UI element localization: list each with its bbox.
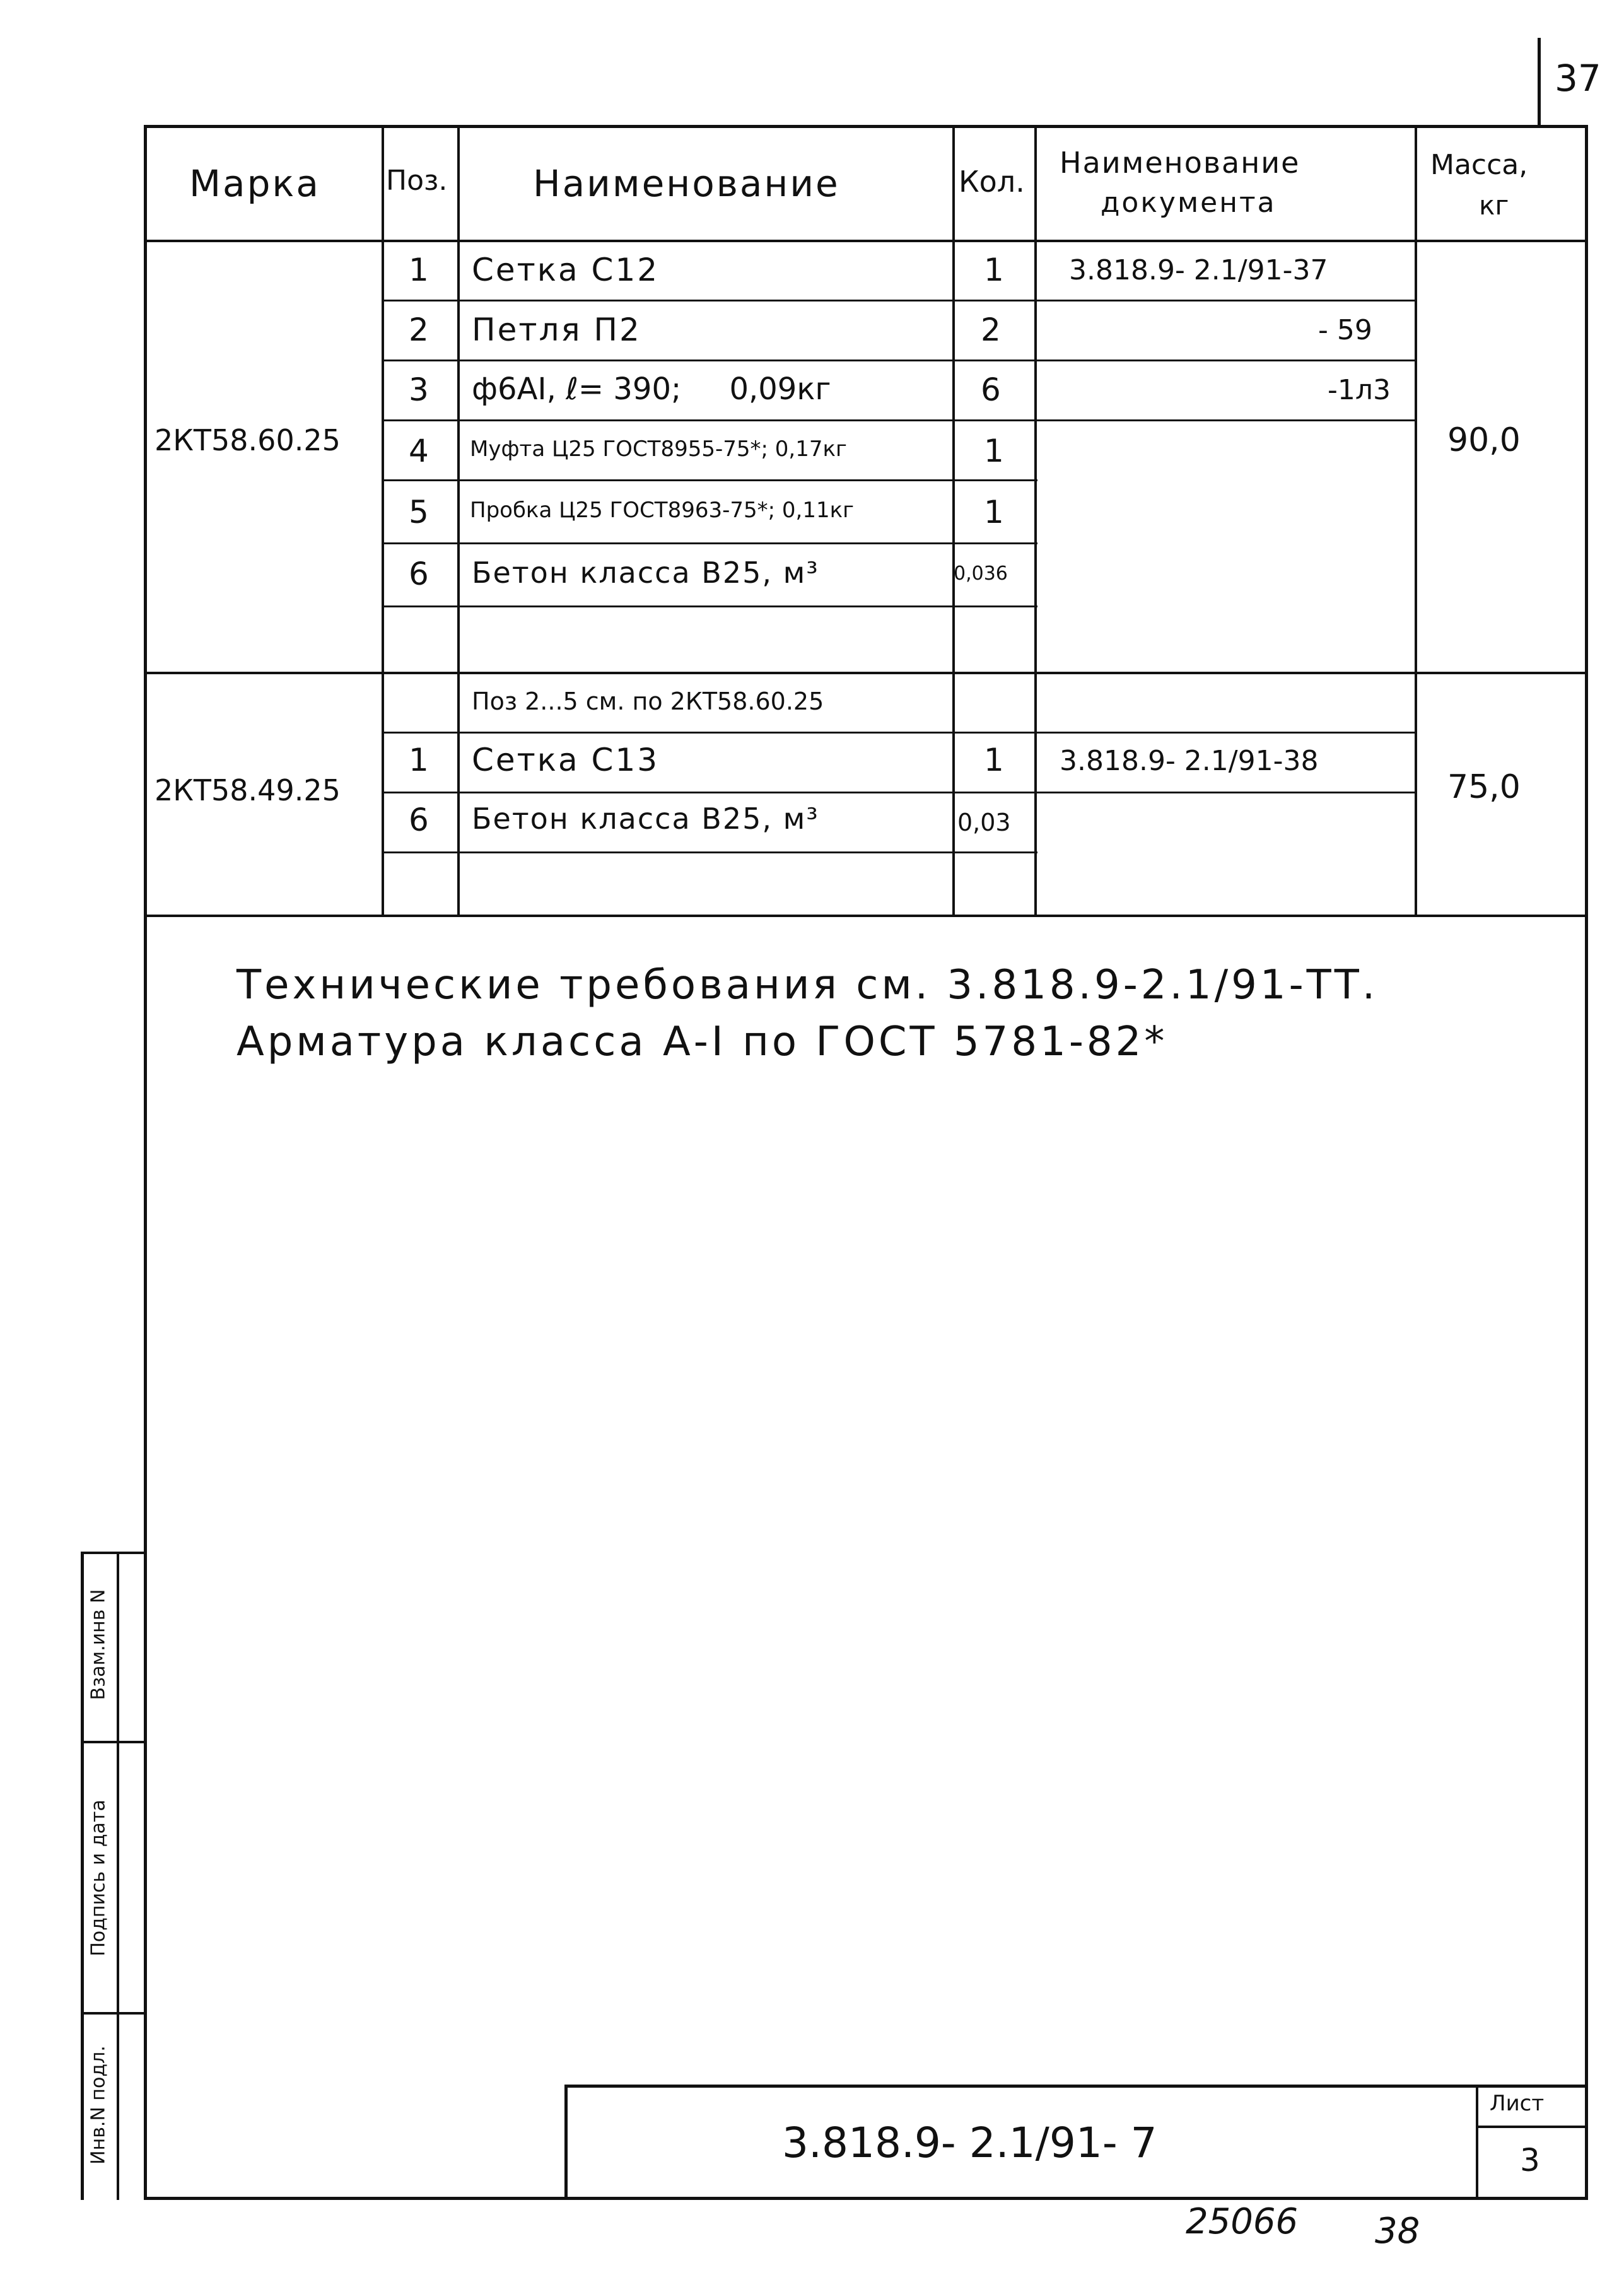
table-row-name: Сетка С12 <box>472 252 660 288</box>
table-row-qty: 6 <box>981 371 1001 408</box>
archive-number: 25066 <box>1186 2201 1299 2242</box>
table-row-qty: 1 <box>984 252 1004 288</box>
side-stamp-inv-sub: Инв.N подл. <box>87 2045 110 2165</box>
sheet-number: 3 <box>1520 2142 1540 2179</box>
table-row-name: Муфта Ц25 ГОСТ8955-75*; 0,17кг <box>470 436 847 462</box>
document-designation: 3.818.9- 2.1/91- 7 <box>782 2119 1157 2167</box>
header-qty: Кол. <box>959 165 1025 199</box>
table-row-name: Сетка С13 <box>472 742 660 778</box>
table-row-name: Бетон класса В25, м³ <box>472 802 819 836</box>
table-row-qty: 1 <box>984 433 1004 469</box>
archive-page: 38 <box>1375 2211 1420 2252</box>
table-row-qty: 1 <box>984 742 1004 778</box>
table-row-qty: 0,036 <box>954 563 1008 585</box>
table-row-pos: 6 <box>409 556 429 592</box>
table-row-doc: 3.818.9- 2.1/91-37 <box>1069 254 1328 286</box>
table-row-name: Петля П2 <box>472 312 641 348</box>
header-doc-line2: документа <box>1101 187 1276 219</box>
group-mark: 2КТ58.49.25 <box>155 773 341 807</box>
group-mass: 90,0 <box>1447 421 1521 459</box>
table-row-doc: 3.818.9- 2.1/91-38 <box>1060 745 1319 777</box>
table-row-pos: 2 <box>409 312 429 348</box>
table-row-pos: 3 <box>409 371 429 408</box>
note-technical-requirements: Технические требования см. 3.818.9-2.1/91-ТТ. <box>237 962 1379 1009</box>
table-row-pos: 1 <box>409 742 429 778</box>
table-row-doc: - 59 <box>1318 314 1372 346</box>
sheet-label: Лист <box>1490 2091 1545 2116</box>
group-mass: 75,0 <box>1447 768 1521 806</box>
header-mass-line2: кг <box>1479 190 1509 221</box>
page-number-divider <box>1538 38 1541 126</box>
header-pos: Поз. <box>386 165 448 197</box>
table-row-name: Бетон класса В25, м³ <box>472 556 819 590</box>
table-row-name: Поз 2...5 см. по 2КТ58.60.25 <box>472 687 824 715</box>
table-row-pos: 4 <box>409 433 429 469</box>
page-number: 37 <box>1555 57 1601 100</box>
side-stamp-sign-date: Подпись и дата <box>87 1799 110 1957</box>
note-reinforcement-class: Арматура класса А-I по ГОСТ 5781-82* <box>237 1019 1168 1065</box>
header-mark: Марка <box>189 162 320 205</box>
table-row-doc: -1л3 <box>1328 374 1391 406</box>
table-row-qty: 1 <box>984 494 1004 530</box>
table-row-qty: 0,03 <box>957 809 1011 836</box>
table-row-qty: 2 <box>981 312 1001 348</box>
table-row-pos: 6 <box>409 802 429 838</box>
table-row-pos: 1 <box>409 252 429 288</box>
table-row-name: ф6АI, ℓ= 390; 0,09кг <box>472 371 831 407</box>
header-doc-line1: Наименование <box>1060 146 1300 180</box>
table-row-pos: 5 <box>409 494 429 530</box>
header-mass-line1: Масса, <box>1430 149 1528 181</box>
side-stamp-replace-inv: Взам.инв N <box>87 1589 110 1700</box>
header-name: Наименование <box>533 162 840 205</box>
group-mark: 2КТ58.60.25 <box>155 423 341 457</box>
table-row-name: Пробка Ц25 ГОСТ8963-75*; 0,11кг <box>470 498 854 523</box>
